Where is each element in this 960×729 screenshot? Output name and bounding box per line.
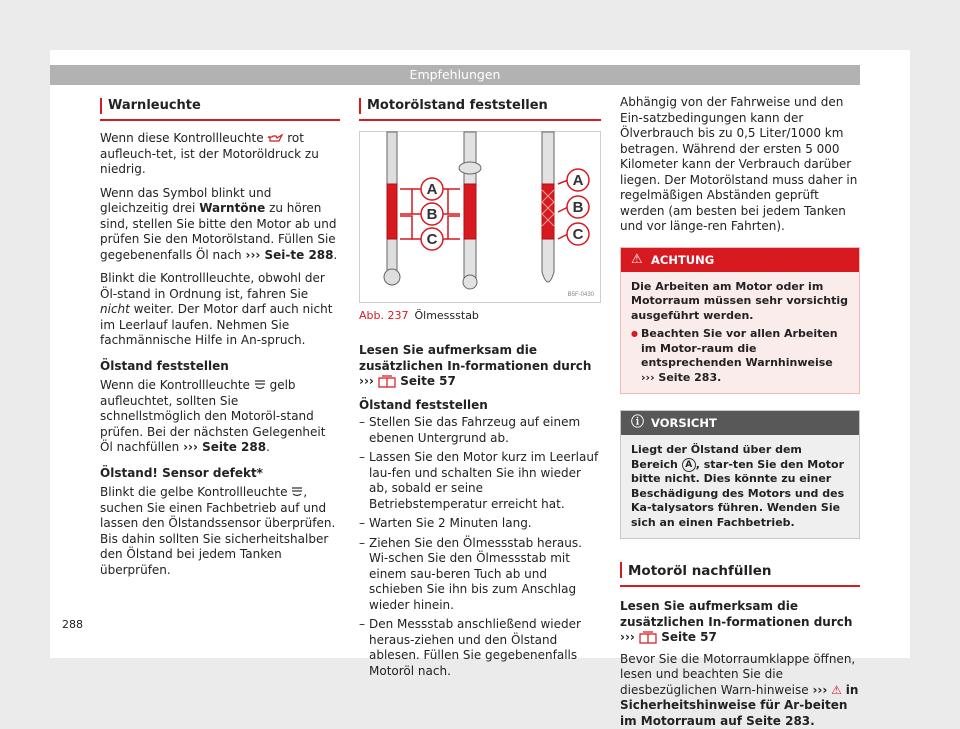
subheading-text: Ölstand feststellen — [359, 398, 488, 412]
oil-sensor-icon — [291, 487, 303, 498]
warning-body — [621, 272, 859, 394]
subheading-text: Ölstand! Sensor defekt* — [100, 466, 263, 480]
figure-label: Abb. 237 — [359, 309, 408, 322]
text: Wenn das Symbol blinkt und gleichzeitig drei — [100, 186, 271, 216]
warning-bullet — [631, 327, 849, 385]
italic-text: nicht — [100, 302, 130, 316]
oil-level-icon — [254, 380, 266, 391]
subheading — [100, 359, 340, 375]
page-link[interactable]: in Sicherheitshinweise für Ar-beiten im Motorraum auf Seite 283. — [620, 683, 858, 728]
warning-triangle-icon: ⚠ — [631, 248, 643, 272]
warning-triangle-icon: ⚠ — [831, 683, 842, 697]
caution-header — [621, 411, 859, 435]
mark-c-right: C — [573, 226, 584, 243]
read-note — [359, 343, 601, 390]
list-item: – Lassen Sie den Motor kurz im Leerlauf lau-fen und schalten Sie ihn wieder ab, sobald er seine Betriebstemperatur erreicht hat. — [359, 450, 601, 512]
text: Blinkt die Kontrollleuchte, obwohl der Öl-stand in Ordnung ist, fahren Sie — [100, 271, 325, 301]
dipstick-illustration — [360, 132, 600, 302]
info-circle-icon: ⓘ — [631, 411, 644, 435]
page-link[interactable]: ››› Seite 283. — [641, 371, 721, 384]
page-link[interactable]: Seite 57 — [661, 630, 717, 644]
text: Wenn die Kontrollleuchte — [100, 378, 250, 392]
heading-motoroelstand: Motorölstand feststellen — [359, 95, 601, 121]
oil-can-icon — [267, 134, 283, 143]
mark-a-circle: A — [682, 458, 696, 472]
heading-motoroel-nachfuellen: Motoröl nachfüllen — [620, 559, 860, 587]
warning-header — [621, 248, 859, 272]
page-link[interactable]: ››› Seite 288 — [183, 440, 266, 454]
dipstick-figure — [359, 131, 601, 303]
caution-box — [620, 410, 860, 539]
subheading — [100, 466, 340, 482]
mark-b-right: B — [573, 199, 584, 216]
arrows: ››› — [359, 374, 374, 388]
paragraph — [100, 131, 340, 178]
text: Lesen Sie aufmerksam die zusätzlichen In-formationen durch — [620, 599, 852, 629]
steps-list — [359, 415, 601, 679]
arrows: ››› — [620, 630, 635, 644]
read-note — [620, 599, 860, 646]
subheading-text: Ölstand feststellen — [100, 359, 229, 373]
arrows: ››› — [812, 683, 827, 697]
column-oelstand — [359, 95, 601, 679]
page-number: 288 — [62, 618, 83, 631]
paragraph: Wenn das Symbol blinkt und gleichzeitig drei Warntöne zu hören sind, stellen Sie bitte den Motor ab und prüfen Sie den Motorölstand. Füllen Sie gegebenenfalls Öl nach ››› Sei-te 288. — [100, 186, 340, 264]
text: Blinkt die gelbe Kontrollleuchte — [100, 485, 288, 499]
column-warnleuchte — [100, 95, 340, 578]
mark-b: B — [427, 206, 438, 223]
text: Liegt der Ölstand über dem Bereich — [631, 443, 802, 471]
paragraph — [100, 271, 340, 349]
section-band: Empfehlungen — [50, 65, 860, 85]
book-icon — [378, 375, 396, 388]
column-right — [620, 95, 860, 729]
mark-a: A — [427, 181, 438, 198]
page-link[interactable]: ››› Sei-te 288 — [246, 248, 334, 262]
list-item: – Stellen Sie das Fahrzeug auf einem ebenen Untergrund ab. — [359, 415, 601, 446]
text: zu hören sind, stellen Sie bitte den Motor ab und prüfen Sie den Motorölstand. Füllen Sie gegebenenfalls Öl nach — [100, 201, 336, 262]
list-item: – Den Messstab anschließend wieder heraus-ziehen und den Ölstand ablesen. Füllen Sie gegebenenfalls Motoröl nach. — [359, 617, 601, 679]
caution-title: VORSICHT — [651, 416, 717, 430]
figure-caption-text: Ölmessstab — [414, 309, 478, 322]
subheading — [359, 398, 601, 414]
paragraph — [620, 652, 860, 729]
paragraph: Wenn die Kontrollleuchte gelb aufleuchtet, sollten Sie schnellstmöglich den Motoröl-stand prüfen. Bei der nächsten Gelegenheit Öl nachfüllen ››› Seite 288. — [100, 378, 340, 456]
text: rot aufleuch-tet, ist der Motoröldruck zu niedrig. — [100, 131, 319, 176]
text: , suchen Sie einen Fachbetrieb auf und lassen den Ölstandssensor überprüfen. Bis dahin sollten Sie sicherheitshalber den Ölstand bei jedem Tanken überprüfen. — [100, 485, 335, 577]
caution-body — [621, 435, 859, 538]
bold-text: Warntöne — [199, 201, 265, 215]
warning-title: ACHTUNG — [651, 253, 714, 267]
mark-a-right: A — [573, 172, 584, 189]
page-link[interactable]: Seite 57 — [400, 374, 456, 388]
warning-box — [620, 247, 860, 395]
book-icon — [639, 631, 657, 644]
mark-c: C — [427, 231, 438, 248]
text: Wenn diese Kontrollleuchte — [100, 131, 264, 145]
text: , star-ten Sie den Motor bitte nicht. Dies könnte zu einer Beschädigung des Motors und des Ka-talysators führen. Wenden Sie sich an einen Fachbetrieb. — [631, 458, 844, 529]
paragraph: Abhängig von der Fahrweise und den Ein-satzbedingungen kann der Ölverbrauch bis zu 0,5 Liter/1000 km betragen. Während der ersten 5 000 Kilometer kann der Verbrauch darüber liegen. Der Motorölstand muss daher in regelmäßigen Abständen geprüft werden (am besten bei jedem Tanken und vor länge-ren Fahrten). — [620, 95, 860, 235]
text: Beachten Sie vor allen Arbeiten im Motor-raum die entsprechenden Warnhinweise — [641, 327, 838, 369]
list-item: – Warten Sie 2 Minuten lang. — [359, 516, 601, 532]
text: weiter. Der Motor darf auch nicht im Leerlauf laufen. Nehmen Sie fachmännische Hilfe in An-spruch. — [100, 302, 332, 347]
figure-caption — [359, 309, 601, 323]
text: Lesen Sie aufmerksam die zusätzlichen In-formationen durch — [359, 343, 591, 373]
figure-code: B5F-0430 — [568, 292, 595, 298]
paragraph — [100, 485, 340, 578]
text: Bevor Sie die Motorraumklappe öffnen, lesen und beachten Sie die diesbezüglichen Warn-hinweise — [620, 652, 855, 697]
warning-text: Die Arbeiten am Motor oder im Motorraum müssen sehr vorsichtig ausgeführt werden. — [631, 280, 849, 324]
text: gelb aufleuchtet, sollten Sie schnellstmöglich den Motoröl-stand prüfen. Bei der nächsten Gelegenheit Öl nachfüllen — [100, 378, 325, 454]
list-item: – Ziehen Sie den Ölmessstab heraus. Wi-schen Sie den Ölmessstab mit einem sau-beren Tuch ab und schieben Sie ihn bis zum Anschlag wieder hinein. — [359, 536, 601, 614]
heading-warnleuchte: Warnleuchte — [100, 95, 340, 121]
